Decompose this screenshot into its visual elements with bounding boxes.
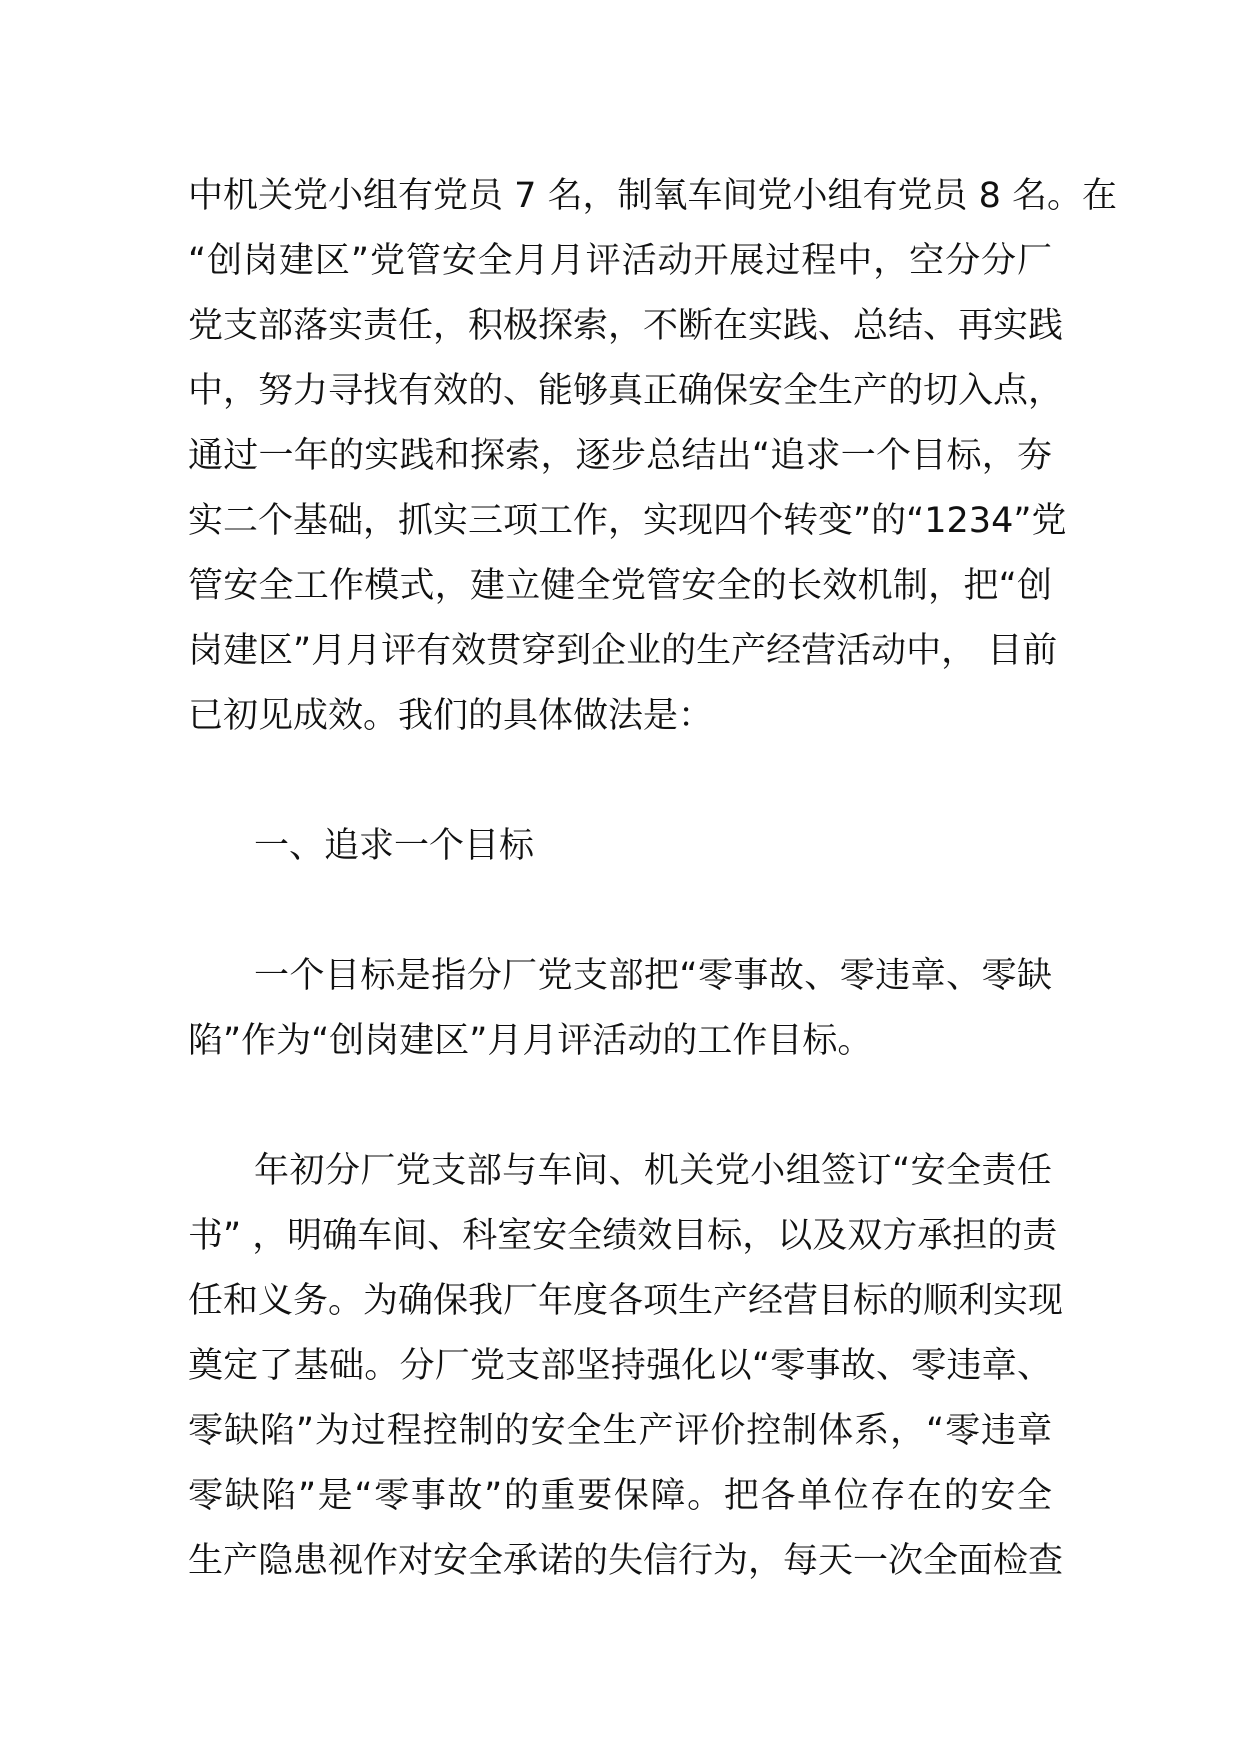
text-line: “创岗建区”党管安全月月评活动开展过程中，空分分厂	[188, 241, 1052, 281]
text-line: 零缺陷”为过程控制的安全生产评价控制体系，“零违章	[188, 1411, 1052, 1451]
text-line: 生产隐患视作对安全承诺的失信行为，每天一次全面检查	[188, 1541, 1064, 1581]
text-line: 一个目标是指分厂党支部把“零事故、零违章、零缺	[254, 956, 1052, 996]
text-line: 零缺陷”是“零事故”的重要保障。把各单位存在的安全	[188, 1476, 1052, 1516]
section-heading	[188, 814, 1052, 879]
text-line: 奠定了基础。分厂党支部坚持强化以“零事故、零违章、	[188, 1346, 1052, 1386]
text-line: 已初见成效。我们的具体做法是：	[188, 696, 714, 736]
text-line: 实二个基础，抓实三项工作，实现四个转变”的“1234”党	[188, 501, 1067, 541]
paragraph-spacer	[188, 879, 1052, 944]
paragraph-intro	[188, 164, 1118, 749]
section-heading-text: 一、追求一个目标	[254, 826, 535, 866]
text-line: 党支部落实责任，积极探索，不断在实践、总结、再实践	[188, 306, 1064, 346]
text-line: 任和义务。为确保我厂年度各项生产经营目标的顺利实现	[188, 1281, 1064, 1321]
paragraph-responsibility	[188, 1139, 1064, 1594]
text-line: 书” ，明确车间、科室安全绩效目标，以及双方承担的责	[188, 1216, 1058, 1256]
paragraph-goal-definition	[188, 944, 1052, 1074]
paragraph-spacer	[188, 1074, 1052, 1139]
text-line: 岗建区”月月评有效贯穿到企业的生产经营活动中， 目前	[188, 631, 1058, 671]
text-line: 中，努力寻找有效的、能够真正确保安全生产的切入点，	[188, 371, 1064, 411]
text-line: 中机关党小组有党员 7 名，制氧车间党小组有党员 8 名。在	[188, 176, 1118, 216]
text-line: 陷”作为“创岗建区”月月评活动的工作目标。	[188, 1021, 873, 1061]
text-line: 管安全工作模式，建立健全党管安全的长效机制，把“创	[188, 566, 1052, 606]
text-line: 通过一年的实践和探索，逐步总结出“追求一个目标，夯	[188, 436, 1052, 476]
text-line: 年初分厂党支部与车间、机关党小组签订“安全责任	[254, 1151, 1052, 1191]
paragraph-spacer	[188, 749, 1052, 814]
document-body	[188, 164, 1118, 1594]
